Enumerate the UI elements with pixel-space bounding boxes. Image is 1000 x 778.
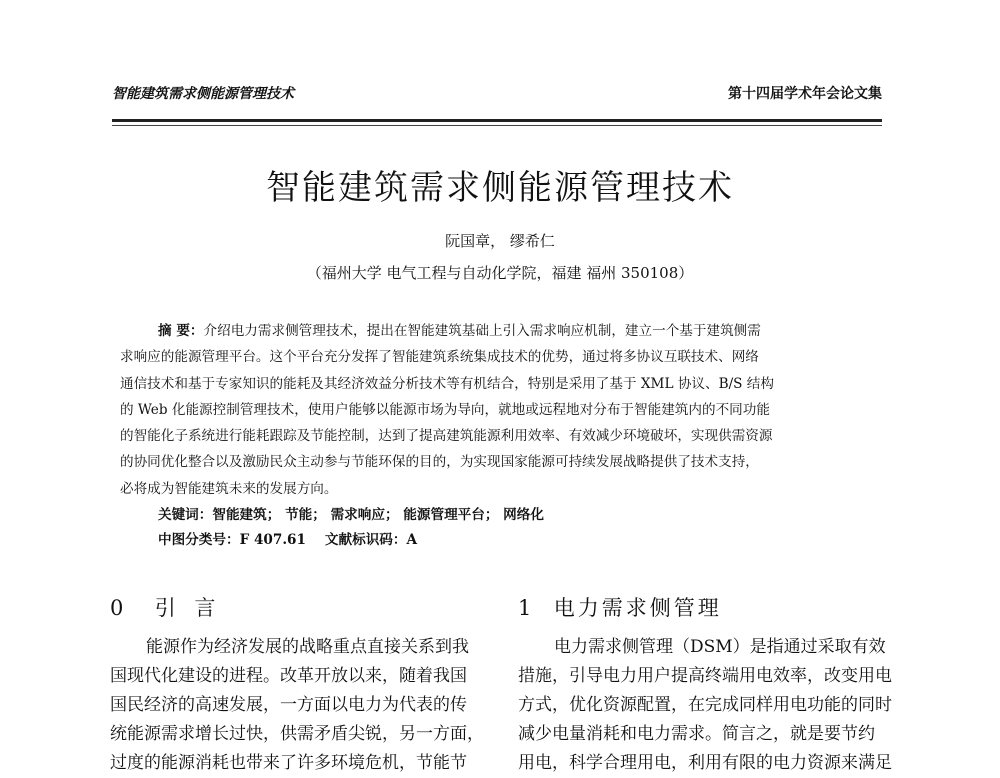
doc-code-label: 文献标识码： [324,532,407,548]
affiliation: （福州大学 电气工程与自动化学院，福建 福州 350108） [306,264,694,282]
keywords-value: 智能建筑； 节能； 需求响应； 能源管理平台； 网络化 [212,507,544,523]
abstract-line: 介绍电力需求侧管理技术，提出在智能建筑基础上引入需求响应机制，建立一个基于建筑侧需 [203,323,761,339]
clc-value: F 407.61 [239,532,306,548]
body-line: 国民经济的高速发展，一方面以电力为代表的传 [110,695,467,715]
section-title: 引 言 [154,596,222,620]
body-line: 方式，优化资源配置，在完成同样用电功能的同时 [518,695,892,715]
running-header-right: 第十四届学术年会论文集 [728,86,882,102]
section-number: 0 [110,596,130,620]
body-line: 国现代化建设的进程。改革开放以来，随着我国 [110,666,467,686]
body-line: 用电，科学合理用电，利用有限的电力资源来满足 [518,753,892,773]
abstract-label: 摘 要： [158,323,204,339]
section-heading-intro [110,592,221,622]
running-header-left: 智能建筑需求侧能源管理技术 [112,86,294,102]
body-line: 措施，引导电力用户提高终端用电效率，改变用电 [518,666,892,686]
abstract-line: 的智能化子系统进行能耗跟踪及节能控制，达到了提高建筑能源利用效率、有效减少环境破坏，实现供需资源 [120,428,773,445]
body-line: 统能源需求增长过快，供需矛盾尖锐，另一方面， [110,724,484,744]
right-column [518,633,913,778]
abstract-line: 求响应的能源管理平台。这个平台充分发挥了智能建筑系统集成技术的优势，通过将多协议互联技术、网络 [120,349,759,366]
doc-code-value: A [406,532,418,548]
header-rule [112,119,882,122]
clc-label: 中图分类号： [158,532,240,548]
keywords [158,503,544,523]
body-line: 电力需求侧管理（DSM）是指通过采取有效 [554,637,886,657]
abstract-line: 的 Web 化能源控制管理技术，使用户能够以能源市场为导向，就地或远程地对分布于智能建筑内的不同功能 [120,401,770,418]
body-line: 能源作为经济发展的战略重点直接关系到我 [146,637,469,657]
section-heading-dsm [518,592,722,622]
body-line: 过度的能源消耗也带来了许多环境危机，节能节 [110,753,467,773]
paper-title: 智能建筑需求侧能源管理技术 [266,168,734,208]
section-number: 1 [518,596,535,620]
keywords-label: 关键词： [158,507,213,523]
abstract-line: 通信技术和基于专家知识的能耗及其经济效益分析技术等有机结合，特别是采用了基于 XML 协议、B/S 结构 [120,375,774,392]
authors: 阮国章， 缪希仁 [445,232,555,250]
section-title: 电力需求侧管理 [553,596,722,620]
classification [158,528,417,548]
header-rule-thin [112,125,882,126]
body-line: 减少电量消耗和电力需求。简言之，就是要节约 [518,724,875,744]
abstract-line: 必将成为智能建筑未来的发展方向。 [120,480,338,497]
abstract [120,318,882,502]
abstract-line: 的协同优化整合以及激励民众主动参与节能环保的目的，为实现国家能源可持续发展战略提供了技术支持， [120,454,759,471]
left-column [110,633,485,778]
